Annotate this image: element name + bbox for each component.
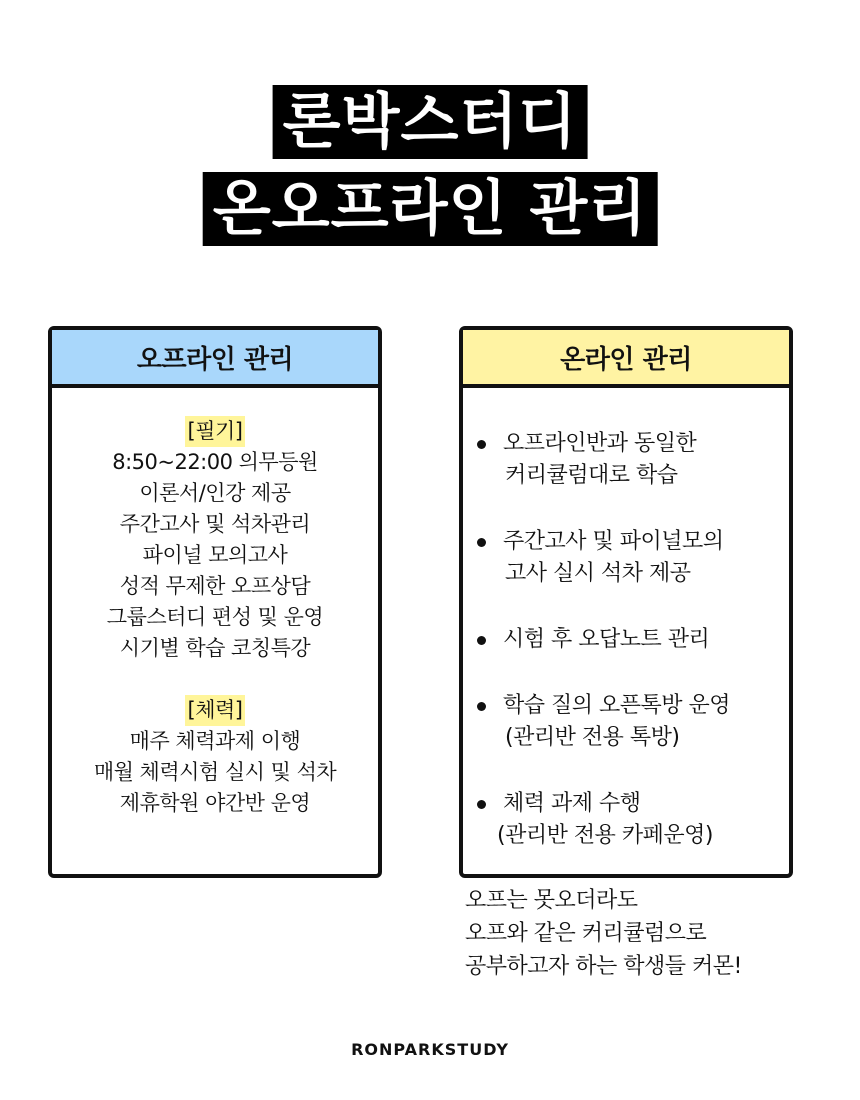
online-list-item: 주간고사 및 파이널모의 고사 실시 석차 제공	[477, 526, 785, 590]
fitness-item: 제휴학원 야간반 운영	[119, 791, 311, 815]
title-line-2: 온오프라인 관리	[203, 172, 658, 246]
fitness-section-tag: [체력]	[185, 695, 246, 726]
writing-section-tag: [필기]	[185, 416, 246, 447]
online-list-item: 학습 질의 오픈톡방 운영 (관리반 전용 톡방)	[477, 690, 785, 754]
title-line-1: 론박스터디	[273, 85, 588, 159]
fitness-item: 매주 체력과제 이행	[129, 729, 301, 753]
online-card-body	[463, 388, 789, 852]
note-line: 오프는 못오더라도	[465, 888, 638, 913]
note-line: 공부하고자 하는 학생들 커몬!	[465, 954, 742, 979]
bullet-icon	[477, 800, 486, 809]
offline-card-header: 오프라인 관리	[52, 330, 378, 388]
writing-item: 그룹스터디 편성 및 운영	[106, 605, 324, 629]
online-card-header: 온라인 관리	[463, 330, 789, 388]
bullet-icon	[477, 538, 486, 547]
footer-brand: RONPARKSTUDY	[351, 1040, 509, 1059]
bullet-icon	[477, 702, 486, 711]
writing-item: 8:50~22:00 의무등원	[112, 450, 318, 474]
online-list-item: 체력 과제 수행 (관리반 전용 카페운영)	[477, 788, 785, 852]
writing-item: 성적 무제한 오프상담	[119, 574, 311, 598]
note-text	[465, 884, 742, 983]
fitness-item: 매월 체력시험 실시 및 석차	[93, 760, 337, 784]
offline-card	[48, 326, 382, 878]
bullet-icon	[477, 636, 486, 645]
writing-item: 파이널 모의고사	[142, 543, 288, 567]
online-list-item: 오프라인반과 동일한 커리큘럼대로 학습	[477, 428, 785, 492]
online-card	[459, 326, 793, 878]
online-list-item: 시험 후 오답노트 관리	[477, 624, 785, 656]
writing-item: 이론서/인강 제공	[139, 481, 291, 505]
note-line: 오프와 같은 커리큘럼으로	[465, 921, 707, 946]
bullet-icon	[477, 440, 486, 449]
writing-item: 시기별 학습 코칭특강	[119, 636, 311, 660]
offline-card-body	[52, 388, 378, 819]
writing-item: 주간고사 및 석차관리	[119, 512, 311, 536]
